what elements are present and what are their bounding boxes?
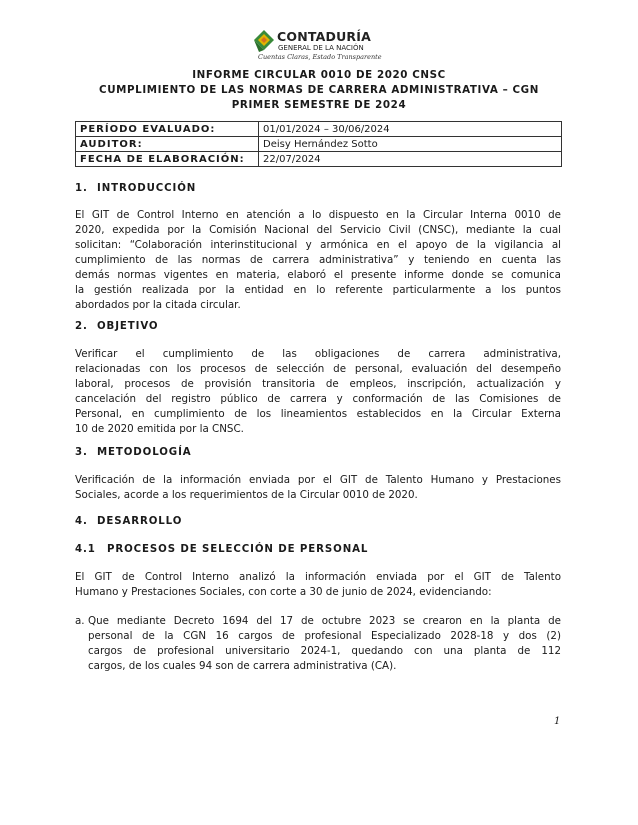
text-line: Que mediante Decreto 1694 del 17 de octubre 2023 se crearon en la planta de [88, 615, 561, 627]
text-line: solicitan: “Colaboración interinstitucional y armónica en el apoyo de la vigilancia al [75, 239, 561, 251]
info-row-periodo [76, 122, 562, 137]
info-row-fecha [76, 152, 562, 167]
subsection-title: PROCESOS DE SELECCIÓN DE PERSONAL [107, 544, 369, 555]
info-row-auditor [76, 137, 562, 152]
text-line: El GIT de Control Interno analizó la información enviada por el GIT de Talento [75, 571, 561, 583]
logo-emblem-icon [252, 29, 276, 53]
text-line: El GIT de Control Interno en atención a lo dispuesto en la Circular Interna 0010 de [75, 209, 561, 221]
seleccion-paragraph [75, 570, 561, 600]
objetivo-paragraph [75, 347, 561, 437]
section-number: 4. [75, 516, 88, 527]
list-marker: a. [75, 615, 85, 627]
list-item-a [75, 614, 561, 674]
text-line: Verificar el cumplimiento de las obligaciones de carrera administrativa, [75, 348, 561, 360]
text-line: demás normas vigentes en materia, elaboró el presente informe donde se comunica [75, 269, 561, 281]
section-heading-introduccion [75, 183, 196, 194]
metodologia-paragraph [75, 473, 561, 503]
report-title-line-2: CUMPLIMIENTO DE LAS NORMAS DE CARRERA ADMINISTRATIVA – CGN [99, 84, 539, 96]
text-line: Verificación de la información enviada por el GIT de Talento Humano y Prestaciones [75, 474, 561, 486]
text-line: la gestión realizada por la entidad en lo referente particularmente a los puntos [75, 284, 561, 296]
text-line: cargos, de los cuales 94 son de carrera administrativa (CA). [88, 660, 397, 672]
text-line: abordados por la citada circular. [75, 299, 241, 311]
report-title-line-1: INFORME CIRCULAR 0010 DE 2020 CNSC [192, 69, 446, 81]
introduccion-paragraph [75, 208, 561, 313]
logo-motto: Cuentas Claras, Estado Transparente [258, 53, 382, 61]
info-label: AUDITOR: [76, 137, 259, 152]
section-number: 2. [75, 321, 88, 332]
section-heading-objetivo [75, 321, 158, 332]
logo-name: CONTADURÍA [277, 29, 371, 44]
section-title: METODOLOGÍA [97, 447, 192, 458]
section-title: DESARROLLO [97, 516, 183, 527]
report-info-table [75, 121, 562, 167]
text-line: personal de la CGN 16 cargos de profesional Especializado 2028-18 y dos (2) [88, 630, 561, 642]
info-value: 01/01/2024 – 30/06/2024 [259, 122, 562, 137]
text-line: Humano y Prestaciones Sociales, con corte a 30 de junio de 2024, evidenciando: [75, 586, 492, 598]
info-value: Deisy Hernández Sotto [259, 137, 562, 152]
page-number: 1 [554, 716, 561, 727]
subsection-heading-seleccion [75, 544, 368, 555]
info-label: FECHA DE ELABORACIÓN: [76, 152, 259, 167]
cgn-logo [252, 29, 402, 63]
text-line: cancelación del registro público de carrera y conformación de las Comisiones de [75, 393, 561, 405]
section-heading-desarrollo [75, 516, 182, 527]
text-line: 10 de 2020 emitida por la CNSC. [75, 423, 244, 435]
text-line: relacionadas con los procesos de selección de personal, evaluación del desempeño [75, 363, 561, 375]
report-title-line-3: PRIMER SEMESTRE DE 2024 [231, 99, 407, 111]
text-line: cumplimiento de las normas de carrera administrativa” y teniendo en cuenta las [75, 254, 561, 266]
text-line: cargos de profesional universitario 2024-1, quedando con una planta de 112 [88, 645, 561, 657]
section-number: 3. [75, 447, 88, 458]
text-line: Sociales, acorde a los requerimientos de la Circular 0010 de 2020. [75, 489, 418, 501]
logo-subtitle: GENERAL DE LA NACIÓN [278, 44, 364, 52]
subsection-number: 4.1 [75, 544, 96, 555]
section-number: 1. [75, 183, 88, 194]
text-line: 2020, expedida por la Comisión Nacional del Servicio Civil (CNSC), mediante la cual [75, 224, 561, 236]
info-label: PERÍODO EVALUADO: [76, 122, 259, 137]
text-line: laboral, procesos de provisión transitoria de empleos, inscripción, actualización y [75, 378, 561, 390]
info-value: 22/07/2024 [259, 152, 562, 167]
section-title: OBJETIVO [97, 321, 159, 332]
section-title: INTRODUCCIÓN [97, 183, 197, 194]
section-heading-metodologia [75, 447, 192, 458]
text-line: Personal, en cumplimiento de los lineamientos establecidos en la Circular Externa [75, 408, 561, 420]
